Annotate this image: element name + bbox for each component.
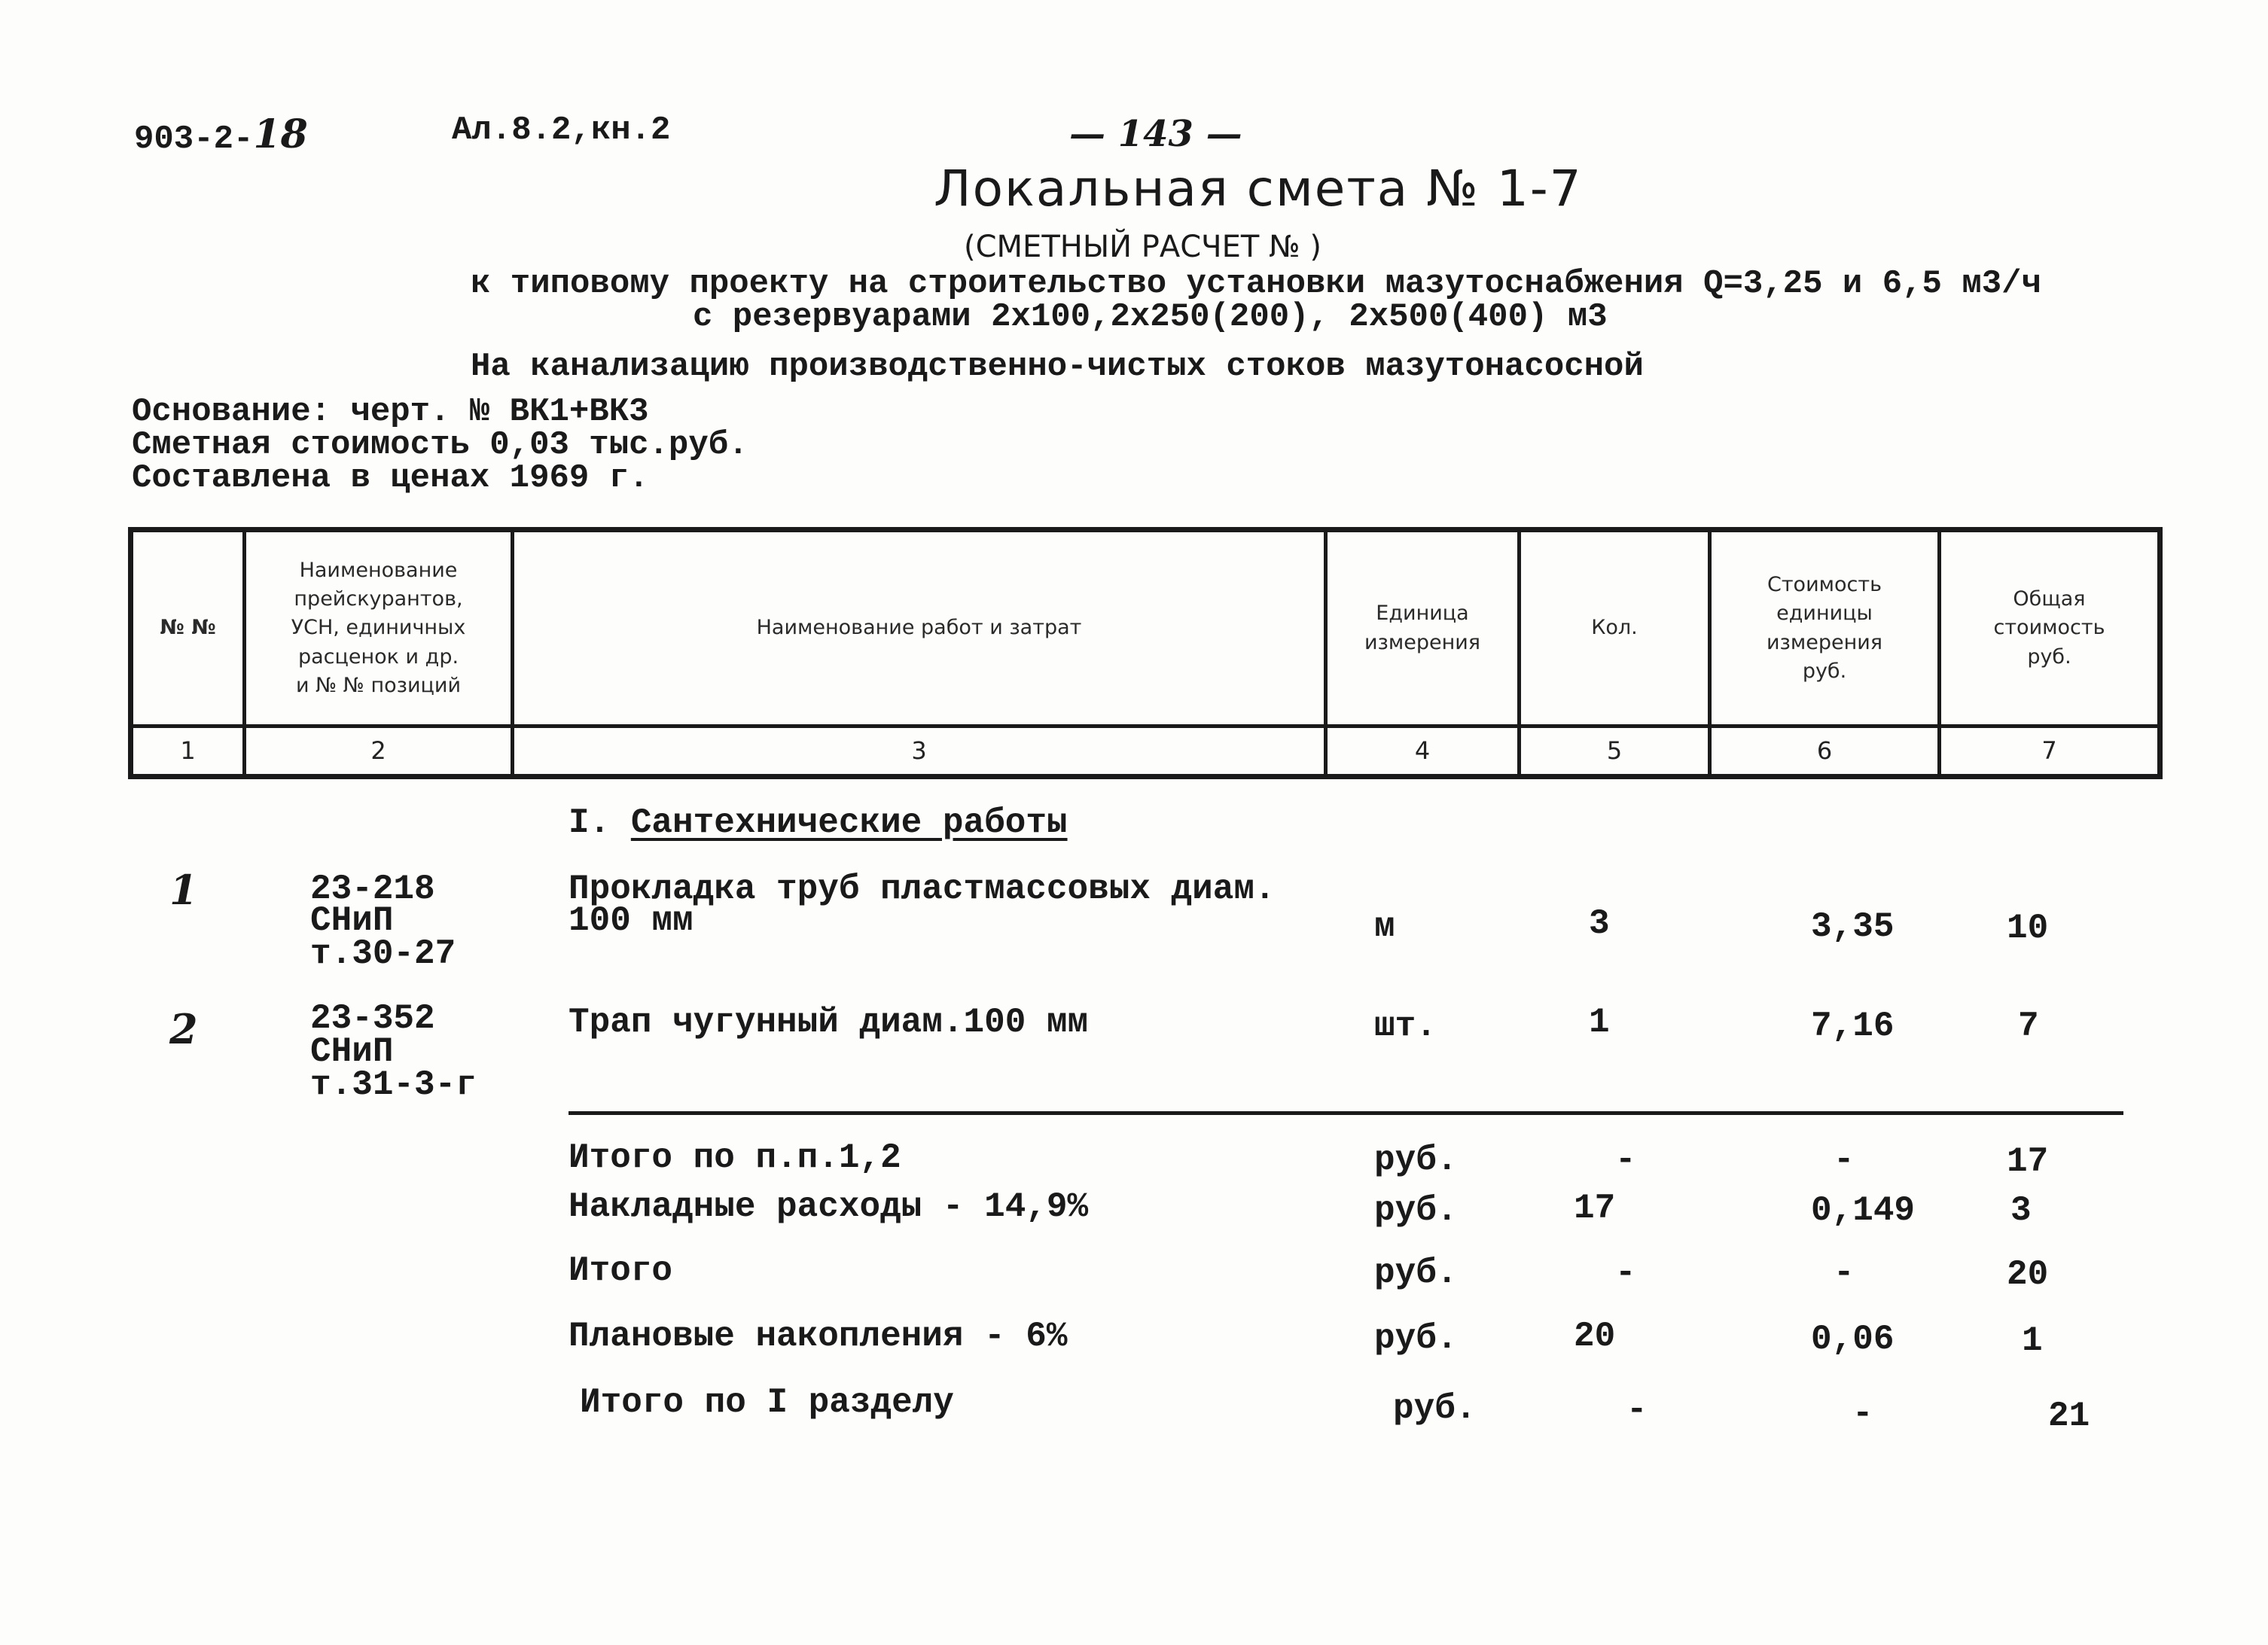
item-2-ref-source: СНиП: [310, 1032, 394, 1071]
summary-5-qty: -: [1626, 1391, 1648, 1430]
item-1-name-line-1: Прокладка труб пластмассовых диам.: [569, 870, 1276, 909]
document-title: Локальная смета № 1-7: [934, 160, 1583, 218]
price-year: Составлена в ценах 1969 г.: [132, 459, 649, 497]
summary-3-label: Итого: [569, 1251, 673, 1290]
summary-2-unit-price: 0,149: [1811, 1191, 1916, 1230]
project-line-2: с резервуарами 2х100,2х250(200), 2х500(400) м3: [693, 298, 1608, 336]
item-2-qty: 1: [1589, 1003, 1610, 1042]
project-line-1: к типовому проекту на строительство установки мазутоснабжения Q=3,25 и 6,5 м3/ч: [471, 265, 2041, 303]
summary-3-qty: -: [1615, 1254, 1636, 1293]
summary-4-qty: 20: [1574, 1317, 1616, 1356]
col-num-1: 1: [180, 736, 196, 765]
item-1-ref-source: СНиП: [310, 901, 394, 940]
summary-1-qty: -: [1615, 1141, 1636, 1180]
estimated-cost: Сметная стоимость 0,03 тыс.руб.: [132, 426, 748, 464]
summary-1-total: 17: [2007, 1142, 2049, 1181]
item-2-total: 7: [2018, 1007, 2039, 1046]
summary-5-unit: руб.: [1393, 1389, 1477, 1428]
item-1-ref-table: т.30-27: [310, 934, 456, 973]
object-line: На канализацию производственно-чистых стоков мазутонасосной: [471, 348, 1644, 385]
page-number: — 143 —: [1069, 113, 1242, 155]
item-2-unit: шт.: [1374, 1007, 1437, 1046]
item-1-ref-code: 23-218: [310, 870, 435, 909]
summary-5-total: 21: [2048, 1397, 2090, 1436]
col-num-5: 5: [1606, 736, 1623, 765]
col-header-reference: Наименование прейскурантов, УСН, единичных расценок и др. и № № позиций: [291, 558, 466, 697]
col-header-unit-price: Стоимость единицы измерения руб.: [1766, 572, 1883, 683]
item-1-unit: м: [1374, 907, 1395, 946]
summary-4-label: Плановые накопления - 6%: [569, 1317, 1068, 1356]
summary-1-unit: руб.: [1374, 1141, 1458, 1180]
col-header-total: Общая стоимость руб.: [1993, 587, 2105, 669]
item-1-unit-price: 3,35: [1811, 907, 1895, 946]
col-num-4: 4: [1414, 736, 1431, 765]
series-code-handwritten: 18: [253, 111, 308, 157]
album-ref: Ал.8.2,кн.2: [452, 111, 671, 149]
item-2-unit-price: 7,16: [1811, 1007, 1895, 1046]
col-num-3: 3: [911, 736, 927, 765]
summary-2-unit: руб.: [1374, 1191, 1458, 1230]
document-subtitle: (СМЕТНЫЙ РАСЧЕТ № ): [964, 230, 1321, 264]
summary-5-unit-price: -: [1852, 1394, 1873, 1433]
item-1-qty: 3: [1589, 904, 1610, 943]
item-2-number: 2: [169, 1005, 198, 1053]
section-heading: I. Сантехнические работы: [569, 803, 1068, 842]
col-num-6: 6: [1816, 736, 1833, 765]
col-header-number: № №: [160, 616, 216, 640]
basis-drawing: Основание: черт. № ВК1+ВК3: [132, 393, 649, 431]
summary-4-total: 1: [2022, 1321, 2043, 1360]
summary-4-unit: руб.: [1374, 1319, 1458, 1358]
summary-4-unit-price: 0,06: [1811, 1320, 1895, 1359]
col-header-work-name: Наименование работ и затрат: [756, 616, 1082, 640]
series-code: 903-2-18: [134, 111, 308, 158]
col-num-2: 2: [370, 736, 386, 765]
col-num-7: 7: [2041, 736, 2057, 765]
item-1-number: 1: [169, 866, 198, 914]
item-2-ref-table: т.31-3-г: [310, 1065, 477, 1104]
summary-3-unit: руб.: [1374, 1254, 1458, 1293]
col-header-unit: Единица измерения: [1364, 602, 1481, 654]
summary-5-label: Итого по I разделу: [580, 1383, 954, 1422]
summary-3-total: 20: [2007, 1255, 2049, 1294]
item-2-ref-code: 23-352: [310, 999, 435, 1038]
estimate-table-header: [128, 527, 2163, 779]
summary-1-unit-price: -: [1834, 1141, 1855, 1180]
summary-2-label: Накладные расходы - 14,9%: [569, 1187, 1089, 1226]
item-1-name-line-2: 100 мм: [569, 901, 694, 940]
section-title: Сантехнические работы: [630, 803, 1068, 842]
summary-3-unit-price: -: [1834, 1254, 1855, 1293]
totals-divider: [569, 1111, 2123, 1115]
summary-2-qty: 17: [1574, 1189, 1616, 1228]
item-2-name: Трап чугунный диам.100 мм: [569, 1003, 1089, 1042]
summary-1-label: Итого по п.п.1,2: [569, 1138, 901, 1177]
col-header-qty: Кол.: [1591, 616, 1638, 640]
item-1-total: 10: [2007, 909, 2049, 948]
summary-2-total: 3: [2010, 1191, 2032, 1230]
